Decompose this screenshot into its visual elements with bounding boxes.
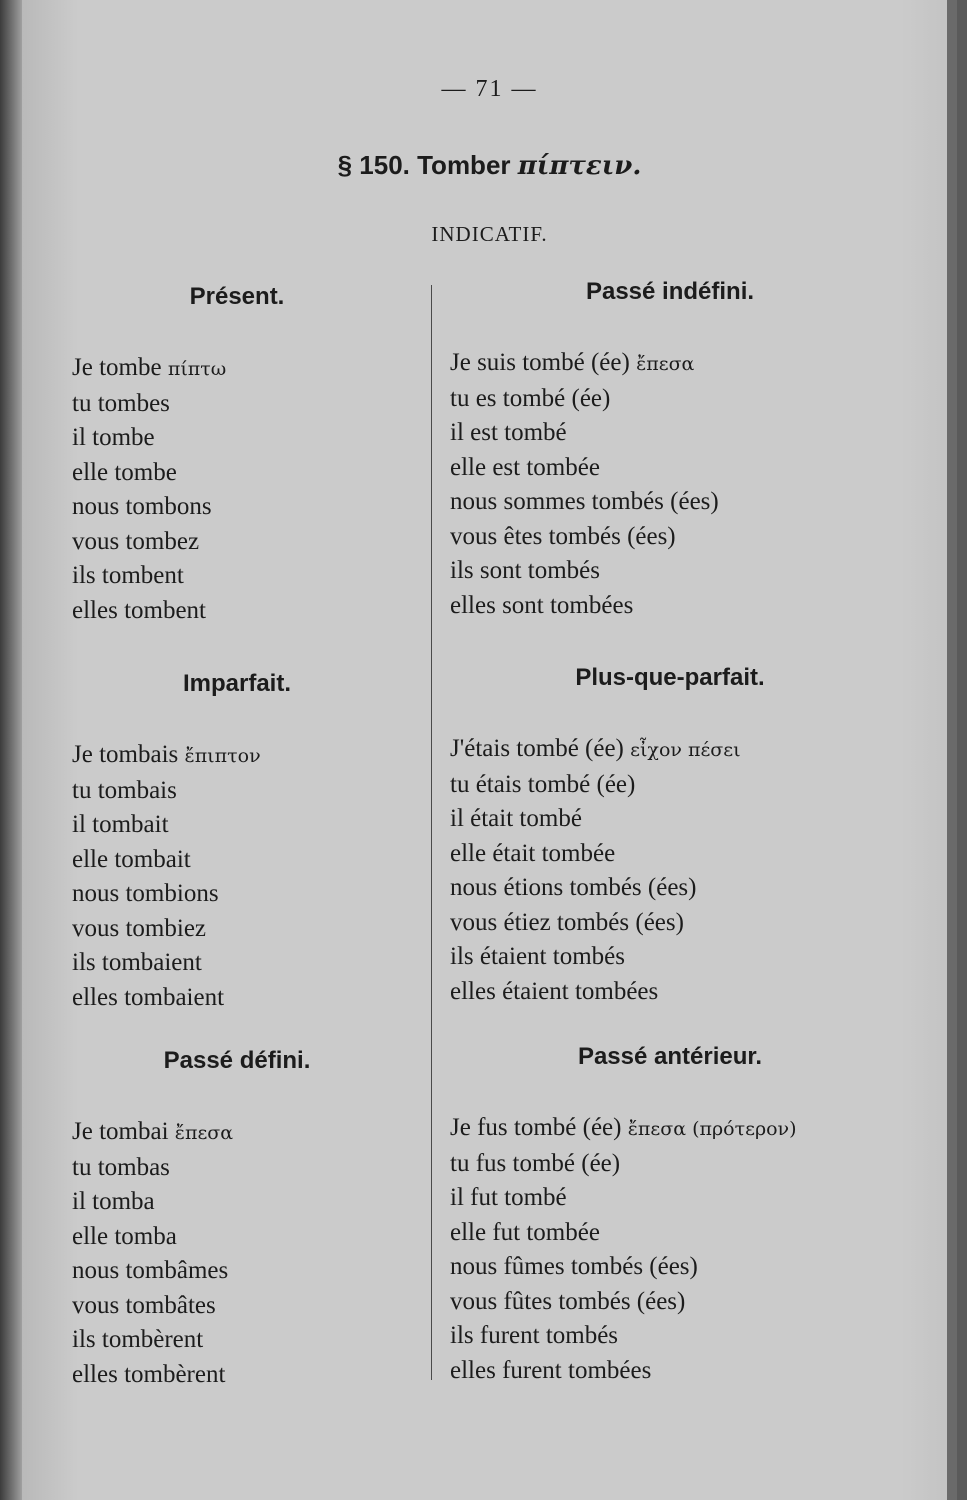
conjugation-line: il est tombé (450, 419, 567, 446)
conjugation-line: Je tombai ἔπεσα (72, 1118, 234, 1145)
conjugation-line: ils tombèrent (72, 1326, 204, 1353)
conjugation-line: tu tombais (72, 776, 177, 804)
conjugation-line: ils étaient tombés (450, 943, 625, 970)
conjugation-line: elle fut tombée (450, 1218, 600, 1246)
conjugation-list (72, 738, 402, 1015)
conjugation-line: nous tombons (72, 493, 212, 520)
section-plus-que-parfait (450, 664, 890, 1009)
conjugation-line: elles tombent (72, 596, 206, 624)
section-imparfait (72, 670, 402, 1015)
conjugation-line: il était tombé (450, 805, 582, 832)
conjugation-line: tu fus tombé (ée) (450, 1149, 621, 1177)
section-present (72, 283, 402, 628)
conjugation-line: nous étions tombés (ées) (450, 874, 697, 901)
conjugation-line: ils tombent (72, 562, 184, 589)
section-heading: Passé défini. (163, 1047, 311, 1074)
page-title (22, 150, 957, 181)
greek-equivalent: πίπτω (167, 358, 227, 380)
conjugation-line: nous tombions (72, 880, 219, 907)
title-greek: πίπτειν. (517, 151, 642, 181)
conjugation-line: il tombe (72, 424, 155, 451)
conjugation-line: vous étiez tombés (ées) (450, 908, 684, 936)
greek-equivalent: ἔπεσα (174, 1122, 234, 1144)
conjugation-line: elle tomba (72, 1222, 177, 1250)
conjugation-line: elles tombaient (72, 983, 225, 1011)
conjugation-line: vous êtes tombés (ées) (450, 522, 676, 550)
column-divider (431, 285, 432, 1380)
conjugation-line: elle tombe (72, 458, 177, 486)
conjugation-line: tu étais tombé (ée) (450, 770, 636, 798)
conjugation-list (450, 1111, 890, 1388)
book-page (22, 0, 957, 1500)
conjugation-line: vous tombâtes (72, 1291, 216, 1319)
conjugation-list (450, 732, 890, 1009)
conjugation-list (72, 1115, 402, 1392)
conjugation-line: elle était tombée (450, 839, 616, 867)
conjugation-line: nous tombâmes (72, 1257, 229, 1284)
conjugation-line: elle tombait (72, 845, 191, 873)
conjugation-line: nous sommes tombés (ées) (450, 488, 719, 515)
section-passe-defini (72, 1047, 402, 1392)
conjugation-line: elles furent tombées (450, 1356, 652, 1384)
binding-edge (0, 0, 22, 1500)
conjugation-line: ils furent tombés (450, 1322, 619, 1349)
conjugation-line: Je fus tombé (ée) ἔπεσα (πρότερον) (450, 1114, 797, 1141)
conjugation-line: Je tombais ἔπιπτον (72, 741, 261, 768)
conjugation-list (72, 351, 402, 628)
conjugation-line: elles tombèrent (72, 1360, 226, 1388)
section-heading: Passé antérieur. (577, 1043, 763, 1070)
conjugation-line: elle est tombée (450, 453, 600, 481)
greek-equivalent: ἔπεσα (πρότερον) (627, 1118, 797, 1140)
section-passe-indefini (450, 278, 890, 623)
conjugation-line: vous tombiez (72, 914, 207, 942)
conjugation-line: vous fûtes tombés (ées) (450, 1287, 686, 1315)
conjugation-line: ils sont tombés (450, 557, 601, 584)
conjugation-line: Je suis tombé (ée) ἔπεσα (450, 349, 695, 376)
conjugation-list (450, 346, 890, 623)
conjugation-line: elles sont tombées (450, 591, 634, 619)
conjugation-line: tu tombes (72, 389, 170, 417)
section-heading: Plus-que-parfait. (575, 664, 765, 691)
greek-equivalent: εἶχον πέσει (630, 739, 741, 761)
conjugation-line: elles étaient tombées (450, 977, 659, 1005)
conjugation-line: il tomba (72, 1188, 155, 1215)
conjugation-line: il fut tombé (450, 1184, 567, 1211)
conjugation-line: tu tombas (72, 1153, 170, 1181)
section-heading: Passé indéfini. (585, 278, 755, 305)
conjugation-line: J'étais tombé (ée) εἶχον πέσει (450, 735, 741, 762)
greek-equivalent: ἔπεσα (636, 353, 695, 375)
section-heading: Imparfait. (182, 670, 292, 697)
conjugation-line: Je tombe πίπτω (72, 354, 227, 381)
conjugation-line: tu es tombé (ée) (450, 384, 611, 412)
greek-equivalent: ἔπιπτον (184, 745, 261, 767)
conjugation-line: vous tombez (72, 527, 200, 555)
page-number: — 71 — (441, 76, 538, 102)
section-passe-anterieur (450, 1043, 890, 1388)
section-heading: Présent. (189, 283, 285, 310)
mood-heading: INDICATIF. (431, 222, 548, 246)
conjugation-line: ils tombaient (72, 949, 202, 976)
conjugation-line: il tombait (72, 811, 169, 838)
conjugation-line: nous fûmes tombés (ées) (450, 1253, 698, 1280)
title-section: § 150. Tomber (337, 150, 511, 180)
